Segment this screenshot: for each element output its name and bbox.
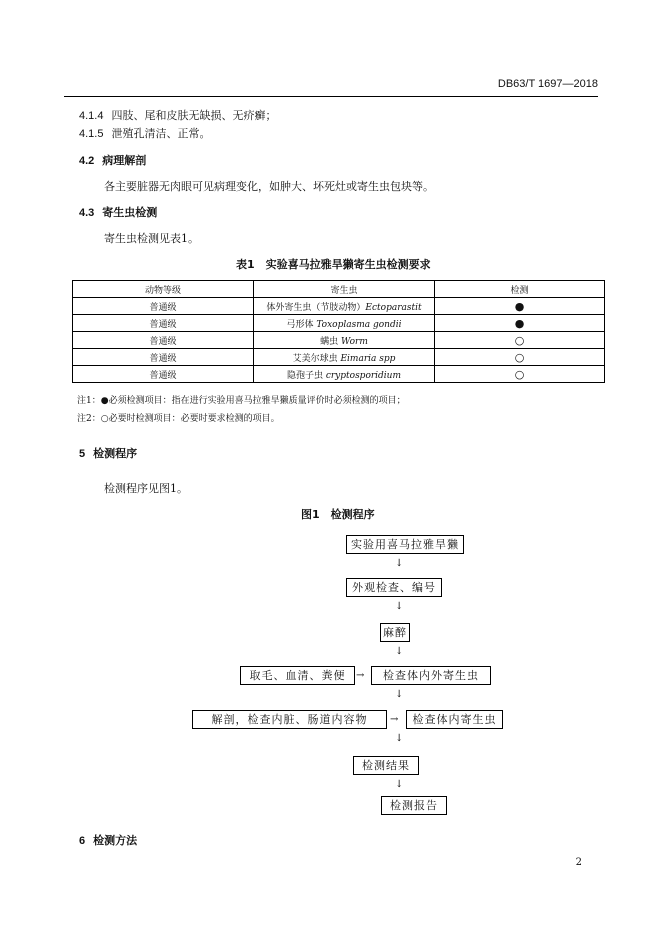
check-cell: ○ [435,349,605,366]
section-number: 5 [79,448,86,460]
parasite-cell: 艾美尔球虫 Eimaria spp [254,349,435,366]
standard-code: DB63/T 1697—2018 [497,78,598,90]
parasite-cell: 体外寄生虫（节肢动物）Ectoparastit [254,298,435,315]
parasite-cell: 螨虫 Worm [254,332,435,349]
col-header-grade: 动物等级 [73,281,254,298]
table-header-row [73,281,605,298]
table-row [73,366,605,383]
flow-step-animal: 实验用喜马拉雅旱獭 [346,535,464,554]
flow-step-dissection: 解剖，检查内脏、肠道内容物 [192,710,387,729]
clause-text: 泄殖孔清洁、正常。 [111,127,211,140]
arrow-down-icon: ↓ [395,779,404,790]
section-4-2-body: 各主要脏器无肉眼可见病理变化，如肿大、坏死灶或寄生虫包块等。 [104,180,434,193]
clause-text: 四肢、尾和皮肤无缺损、无疥癣； [111,109,277,122]
section-heading-4-3 [79,204,157,220]
flow-step-sampling: 取毛、血清、粪便 [240,666,355,685]
flow-step-ecto-endo-check: 检查体内外寄生虫 [371,666,491,685]
section-title: 检测方法 [93,834,138,847]
section-5-body: 检测程序见图1。 [104,482,188,495]
grade-cell: 普通级 [73,298,254,315]
section-4-3-body: 寄生虫检测见表1。 [104,232,199,245]
arrow-down-icon: ↓ [395,689,404,700]
section-title: 病理解剖 [102,154,147,167]
col-header-check: 检测 [435,281,605,298]
table-note-1: 注1：●必须检测项目：指在进行实验用喜马拉雅旱獭质量评价时必须检测的项目； [77,396,406,406]
header-rule [64,96,598,97]
section-number: 4.2 [79,155,95,167]
col-header-parasite: 寄生虫 [254,281,435,298]
table-row [73,315,605,332]
arrow-right-icon: → [390,714,399,725]
check-cell: ● [435,315,605,332]
arrow-down-icon: ↓ [395,733,404,744]
table-row [73,349,605,366]
check-cell: ○ [435,332,605,349]
arrow-down-icon: ↓ [395,601,404,612]
grade-cell: 普通级 [73,366,254,383]
figure-caption: 图1 检测程序 [301,508,375,521]
section-title: 检测程序 [93,447,138,460]
parasite-cell: 隐孢子虫 cryptosporidium [254,366,435,383]
flow-step-report: 检测报告 [381,796,447,815]
check-cell: ○ [435,366,605,383]
page-number: 2 [575,857,582,868]
grade-cell: 普通级 [73,332,254,349]
section-number: 4.3 [79,207,95,219]
flow-step-inspection: 外观检查、编号 [346,578,442,597]
clause-number: 4.1.5 [79,128,104,140]
parasite-cell: 弓形体 Toxoplasma gondii [254,315,435,332]
parasite-table [72,280,605,383]
section-title: 寄生虫检测 [102,206,158,219]
grade-cell: 普通级 [73,315,254,332]
section-heading-5 [79,445,137,461]
flow-step-endo-check: 检查体内寄生虫 [406,710,503,729]
table-row [73,298,605,315]
check-cell: ● [435,298,605,315]
arrow-right-icon: → [356,670,365,681]
table-row [73,332,605,349]
flow-step-anesthesia: 麻醉 [380,623,410,642]
arrow-down-icon: ↓ [395,646,404,657]
grade-cell: 普通级 [73,349,254,366]
table-note-2: 注2：○必要时检测项目：必要时要求检测的项目。 [77,414,280,424]
clause-4-1-4 [79,107,276,123]
section-heading-6 [79,832,137,848]
table-caption: 表1 实验喜马拉雅旱獭寄生虫检测要求 [236,258,431,271]
clause-4-1-5 [79,125,210,141]
clause-number: 4.1.4 [79,110,104,122]
section-heading-4-2 [79,152,146,168]
flow-step-result: 检测结果 [353,756,419,775]
arrow-down-icon: ↓ [395,558,404,569]
section-number: 6 [79,835,86,847]
